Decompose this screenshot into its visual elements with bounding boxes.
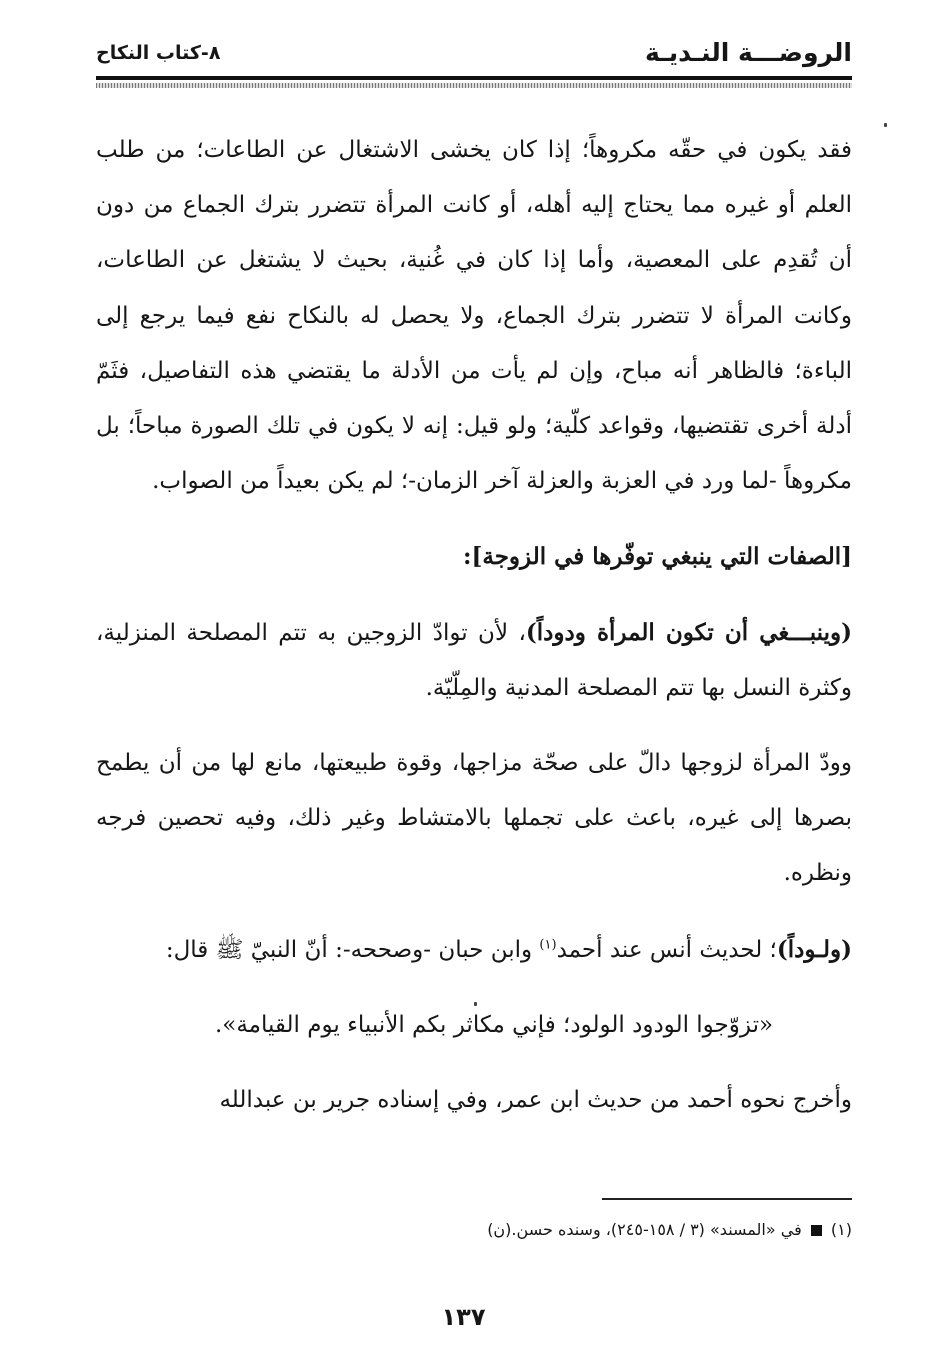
matn-quote-2: (ولـوداً) <box>776 935 852 963</box>
page-number: ١٣٧ <box>441 1303 486 1331</box>
paragraph-1: فقد يكون في حقّه مكروهاً؛ إذا كان يخشى الاشتغال عن الطاعات؛ من طلب العلم أو غيره مما يحتاج إليه أهله، أو كانت المرأة تتضرر بترك الجماع من دون أن تُقدِم على المعصية، وأما إذا كان في غُنية، بحيث لا يشتغل عن الطاعات، وكانت المرأة لا تتضرر بترك الجماع، ولا يحصل له بالنكاح نفع فيما يرجع إلى الباءة؛ فالظاهر أنه مباح، وإن لم يأت من الأدلة ما يقتضي هذه التفاصيل، فثَمّ أدلة أخرى تقتضيها، وقواعد كلّية؛ ولو قيل: إنه لا يكون في تلك الصورة مباحاً؛ بل مكروهاً -لما ورد في العزبة والعزلة آخر الزمان-؛ لم يكن بعيداً من الصواب. <box>96 137 853 495</box>
hadith-quote: «تزوّجوا الودود الولود؛ فإني مكاثر بكم الأنبياء يوم القيامة». <box>214 1011 774 1038</box>
footnote-marker: (ن) <box>487 1220 512 1239</box>
running-header <box>96 30 852 70</box>
paragraph-2-rest: ، لأن توادّ الزوجين به تتم المصلحة المنزلية، وكثرة النسل بها تتم المصلحة المدنية والمِلّيّة. <box>96 619 852 701</box>
square-bullet-icon <box>811 1225 822 1236</box>
footnote-number: (١) <box>830 1220 852 1239</box>
footnote-rule <box>602 1198 852 1200</box>
footnote-text: في «المسند» (٣ / ١٥٨-٢٤٥)، وسنده حسن. <box>511 1220 802 1239</box>
paragraph-4-a: ؛ لحديث أنس عند أحمد <box>556 936 777 963</box>
paragraph-2 <box>96 605 852 716</box>
section-title: [الصفات التي ينبغي توفّرها في الزوجة]: <box>462 543 852 571</box>
paragraph-4 <box>96 922 852 978</box>
header-rule <box>96 76 852 80</box>
paragraph-4-b: وابن حبان -وصححه-: أنّ النبيّ ﷺ قال: <box>165 936 540 963</box>
paragraph-5: وأخرج نحوه أحمد من حديث ابن عمر، وفي إسناده جرير بن عبدالله <box>219 1087 852 1114</box>
book-title: الروضـــة النـديـة <box>645 38 852 67</box>
chapter-title: ٨-كتاب النكاح <box>96 42 221 64</box>
footnote-ref: (١) <box>539 936 557 952</box>
matn-quote: (وينبـــغي أن تكون المرأة ودوداً) <box>525 618 852 646</box>
header-rule-dotted <box>96 83 852 88</box>
footnote <box>152 1220 852 1239</box>
scan-speck <box>884 123 887 127</box>
paragraph-3: وودّ المرأة لزوجها دالّ على صحّة مزاجها، وقوة طبيعتها، مانع لها من أن يطمح بصرها إلى غيره، باعث على تجملها بالامتشاط وغير ذلك، وفيه تحصين فرجه ونظره. <box>96 750 852 887</box>
main-text <box>96 123 852 1128</box>
